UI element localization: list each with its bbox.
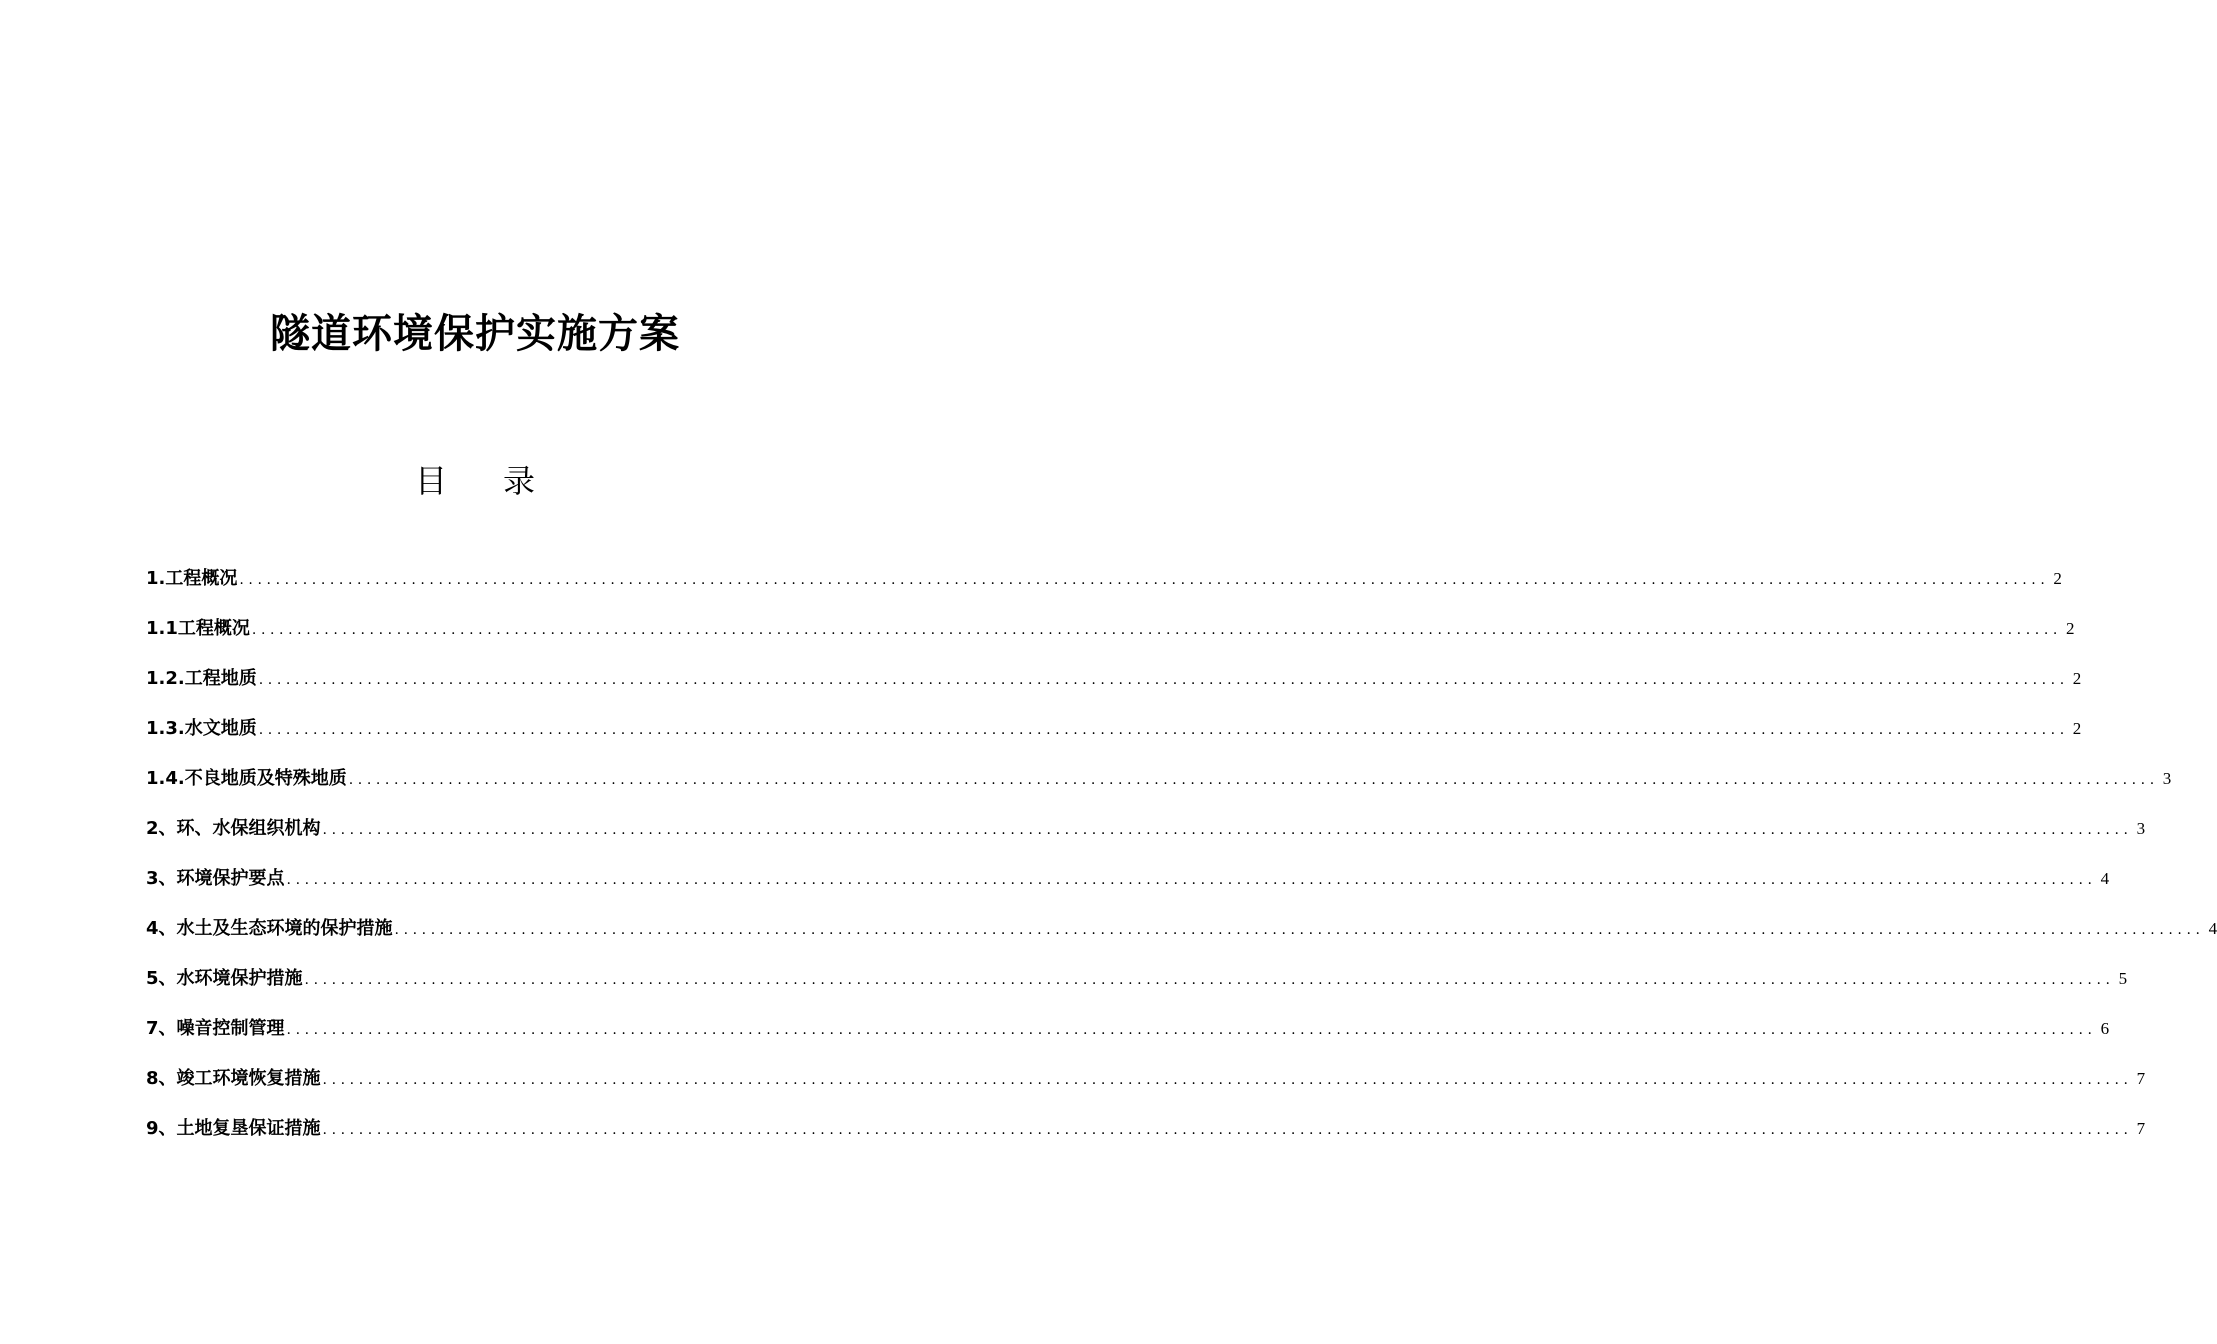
toc-entry-label: 5、水环境保护措施: [146, 968, 303, 989]
document-title: 隧道环境保护实施方案: [270, 311, 680, 357]
toc-leader-dots: ........................................................................................................................................................................................................: [239, 572, 2050, 588]
toc-leader-dots: ........................................................................................................................................................................................................: [322, 822, 2133, 838]
toc-entry-page: 2: [2053, 569, 2062, 588]
toc-entry-label: 4、水土及生态环境的保护措施: [146, 918, 393, 939]
toc-entry[interactable]: [146, 915, 2217, 965]
toc-leader-dots: ........................................................................................................................................................................................................: [322, 1072, 2133, 1088]
toc-entry[interactable]: [146, 1065, 2146, 1115]
toc-entry[interactable]: [146, 665, 2082, 715]
toc-entry-page: 4: [2100, 869, 2110, 888]
toc-entry[interactable]: [146, 765, 2172, 815]
toc-leader-dots: ........................................................................................................................................................................................................: [286, 872, 2097, 888]
table-of-contents: [146, 565, 2217, 1165]
toc-leader-dots: ........................................................................................................................................................................................................: [258, 672, 2069, 688]
toc-entry-label: 9、土地复垦保证措施: [146, 1118, 321, 1139]
toc-leader-dots: ........................................................................................................................................................................................................: [286, 1022, 2097, 1038]
toc-entry-label: 1.2.工程地质: [146, 668, 257, 689]
toc-heading-right: 录: [503, 462, 536, 500]
toc-entry-page: 2: [2072, 669, 2082, 688]
toc-entry-page: 4: [2208, 919, 2217, 938]
toc-entry-label: 8、竣工环境恢复措施: [146, 1068, 321, 1089]
toc-entry-page: 3: [2136, 819, 2146, 838]
toc-entry[interactable]: [146, 965, 2128, 1015]
toc-leader-dots: ........................................................................................................................................................................................................: [258, 722, 2069, 738]
toc-entry-label: 3、环境保护要点: [146, 868, 285, 889]
toc-entry[interactable]: [146, 1115, 2146, 1165]
toc-entry-label: 1.1工程概况: [146, 618, 250, 639]
toc-entry[interactable]: [146, 715, 2082, 765]
toc-entry[interactable]: [146, 815, 2146, 865]
toc-entry[interactable]: [146, 865, 2110, 915]
toc-entry[interactable]: [146, 565, 2062, 615]
toc-entry-label: 1.4.不良地质及特殊地质: [146, 768, 347, 789]
toc-entry-label: 1.3.水文地质: [146, 718, 257, 739]
toc-leader-dots: ........................................................................................................................................................................................................: [251, 622, 2062, 638]
toc-leader-dots: ........................................................................................................................................................................................................: [348, 772, 2159, 788]
toc-entry-page: 6: [2100, 1019, 2110, 1038]
toc-entry[interactable]: [146, 1015, 2110, 1065]
toc-leader-dots: ........................................................................................................................................................................................................: [394, 922, 2205, 938]
toc-entry-page: 3: [2162, 769, 2172, 788]
toc-entry-label: 7、噪音控制管理: [146, 1018, 285, 1039]
toc-entry-page: 5: [2118, 969, 2128, 988]
toc-entry-label: 1.工程概况: [146, 568, 238, 589]
toc-entry-page: 7: [2136, 1069, 2146, 1088]
toc-heading-left: 目: [414, 462, 447, 500]
toc-entry-label: 2、环、水保组织机构: [146, 818, 321, 839]
toc-entry-page: 2: [2065, 619, 2075, 638]
toc-heading: [0, 458, 950, 504]
toc-entry-page: 7: [2136, 1119, 2146, 1138]
toc-entry-page: 2: [2072, 719, 2082, 738]
toc-leader-dots: ........................................................................................................................................................................................................: [322, 1122, 2133, 1138]
toc-entry[interactable]: [146, 615, 2075, 665]
toc-leader-dots: ........................................................................................................................................................................................................: [304, 972, 2115, 988]
